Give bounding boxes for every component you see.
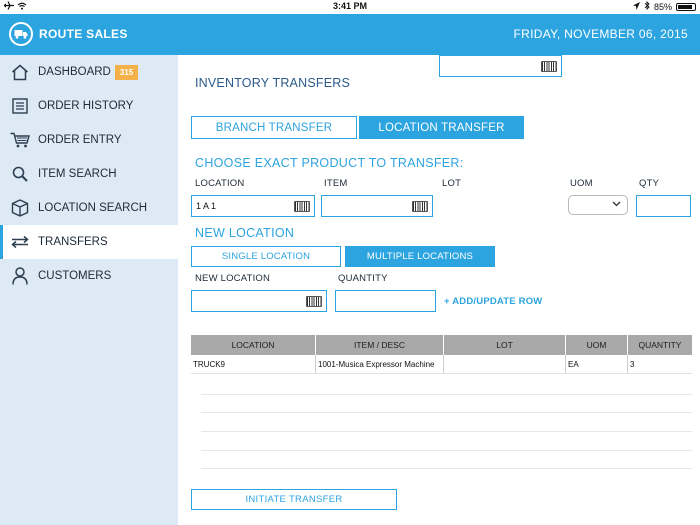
- table-divider: [201, 431, 692, 432]
- product-section-title: CHOOSE EXACT PRODUCT TO TRANSFER:: [195, 156, 464, 170]
- table-header: [191, 335, 692, 355]
- item-field[interactable]: [321, 195, 433, 217]
- barcode-scan-icon[interactable]: [412, 201, 428, 212]
- table-row[interactable]: [191, 355, 692, 374]
- sidebar-item-item-search[interactable]: [0, 157, 178, 191]
- sidebar-item-order-entry[interactable]: [0, 123, 178, 157]
- table-cell: EA: [566, 355, 628, 373]
- barcode-scan-icon[interactable]: [541, 61, 557, 72]
- table-divider: [201, 450, 692, 451]
- location-value: 1 A 1: [196, 201, 217, 211]
- truck-logo-icon: [9, 22, 33, 46]
- list-icon: [10, 96, 30, 116]
- tab-multiple-locations[interactable]: MULTIPLE LOCATIONS: [345, 246, 495, 267]
- sidebar-item-label: CUSTOMERS: [38, 270, 112, 282]
- table-cell: 3: [630, 359, 635, 369]
- sidebar-item-location-search[interactable]: [0, 191, 178, 225]
- transfer-table: [191, 335, 692, 374]
- tab-location-transfer[interactable]: LOCATION TRANSFER: [359, 116, 524, 139]
- quantity-field[interactable]: [335, 290, 436, 312]
- sidebar-item-customers[interactable]: [0, 259, 178, 293]
- sidebar-item-label: ORDER HISTORY: [38, 100, 134, 112]
- lot-field[interactable]: [439, 55, 562, 77]
- battery-icon: [676, 3, 696, 11]
- initiate-transfer-button[interactable]: INITIATE TRANSFER: [191, 489, 397, 510]
- sidebar-item-transfers[interactable]: [0, 225, 178, 259]
- uom-select[interactable]: [568, 195, 628, 215]
- sidebar-item-label: TRANSFERS: [38, 236, 108, 248]
- column-header[interactable]: ITEM / DESC: [316, 335, 444, 355]
- table-divider: [201, 394, 692, 395]
- sidebar-item-dashboard[interactable]: [0, 55, 178, 89]
- table-cell: 1001-Musica Expressor Machine: [316, 355, 444, 373]
- new-location-field[interactable]: [191, 290, 327, 312]
- status-bar: [0, 0, 700, 14]
- item-label: ITEM: [324, 178, 348, 189]
- column-header[interactable]: QUANTITY: [638, 340, 682, 350]
- sidebar-item-label: DASHBOARD: [38, 66, 111, 78]
- cart-icon: [10, 130, 30, 150]
- dashboard-count-badge: 315: [115, 65, 138, 80]
- quantity-label: QUANTITY: [338, 273, 388, 284]
- uom-label: UOM: [570, 178, 593, 189]
- qty-label: QTY: [639, 178, 660, 189]
- location-arrow-icon: [633, 2, 640, 12]
- transfer-arrows-icon: [10, 232, 30, 252]
- brand-name: ROUTE SALES: [39, 27, 128, 41]
- bluetooth-icon: [644, 1, 650, 12]
- location-label: LOCATION: [195, 178, 245, 189]
- add-update-row-button[interactable]: + ADD/UPDATE ROW: [444, 296, 543, 307]
- sidebar-item-order-history[interactable]: [0, 89, 178, 123]
- sidebar: [0, 55, 178, 525]
- lot-label: LOT: [442, 178, 462, 189]
- new-location-label: NEW LOCATION: [195, 273, 271, 284]
- app-header: [0, 14, 700, 55]
- person-icon: [10, 266, 30, 286]
- table-cell: TRUCK9: [191, 355, 316, 373]
- page-title: INVENTORY TRANSFERS: [195, 76, 350, 90]
- chevron-down-icon: [612, 199, 621, 209]
- barcode-scan-icon[interactable]: [306, 296, 322, 307]
- table-divider: [201, 468, 692, 469]
- qty-field[interactable]: [636, 195, 691, 217]
- tab-branch-transfer[interactable]: BRANCH TRANSFER: [191, 116, 357, 139]
- barcode-scan-icon[interactable]: [294, 201, 310, 212]
- home-icon: [10, 62, 30, 82]
- header-date: FRIDAY, NOVEMBER 06, 2015: [513, 27, 688, 41]
- box-icon: [10, 198, 30, 218]
- column-header[interactable]: LOT: [444, 335, 566, 355]
- column-header[interactable]: LOCATION: [191, 335, 316, 355]
- sidebar-item-label: ORDER ENTRY: [38, 134, 122, 146]
- table-cell: [444, 355, 566, 373]
- new-location-section-title: NEW LOCATION: [195, 226, 295, 240]
- sidebar-item-label: LOCATION SEARCH: [38, 202, 148, 214]
- table-divider: [201, 412, 692, 413]
- battery-percent: 85%: [653, 1, 672, 12]
- main-content: [178, 55, 700, 525]
- search-icon: [10, 164, 30, 184]
- brand[interactable]: [9, 22, 128, 46]
- sidebar-item-label: ITEM SEARCH: [38, 168, 117, 180]
- tab-single-location[interactable]: SINGLE LOCATION: [191, 246, 341, 267]
- column-header[interactable]: UOM: [566, 335, 628, 355]
- status-time: 3:41 PM: [332, 1, 367, 11]
- status-right: [633, 1, 696, 12]
- location-field[interactable]: [191, 195, 315, 217]
